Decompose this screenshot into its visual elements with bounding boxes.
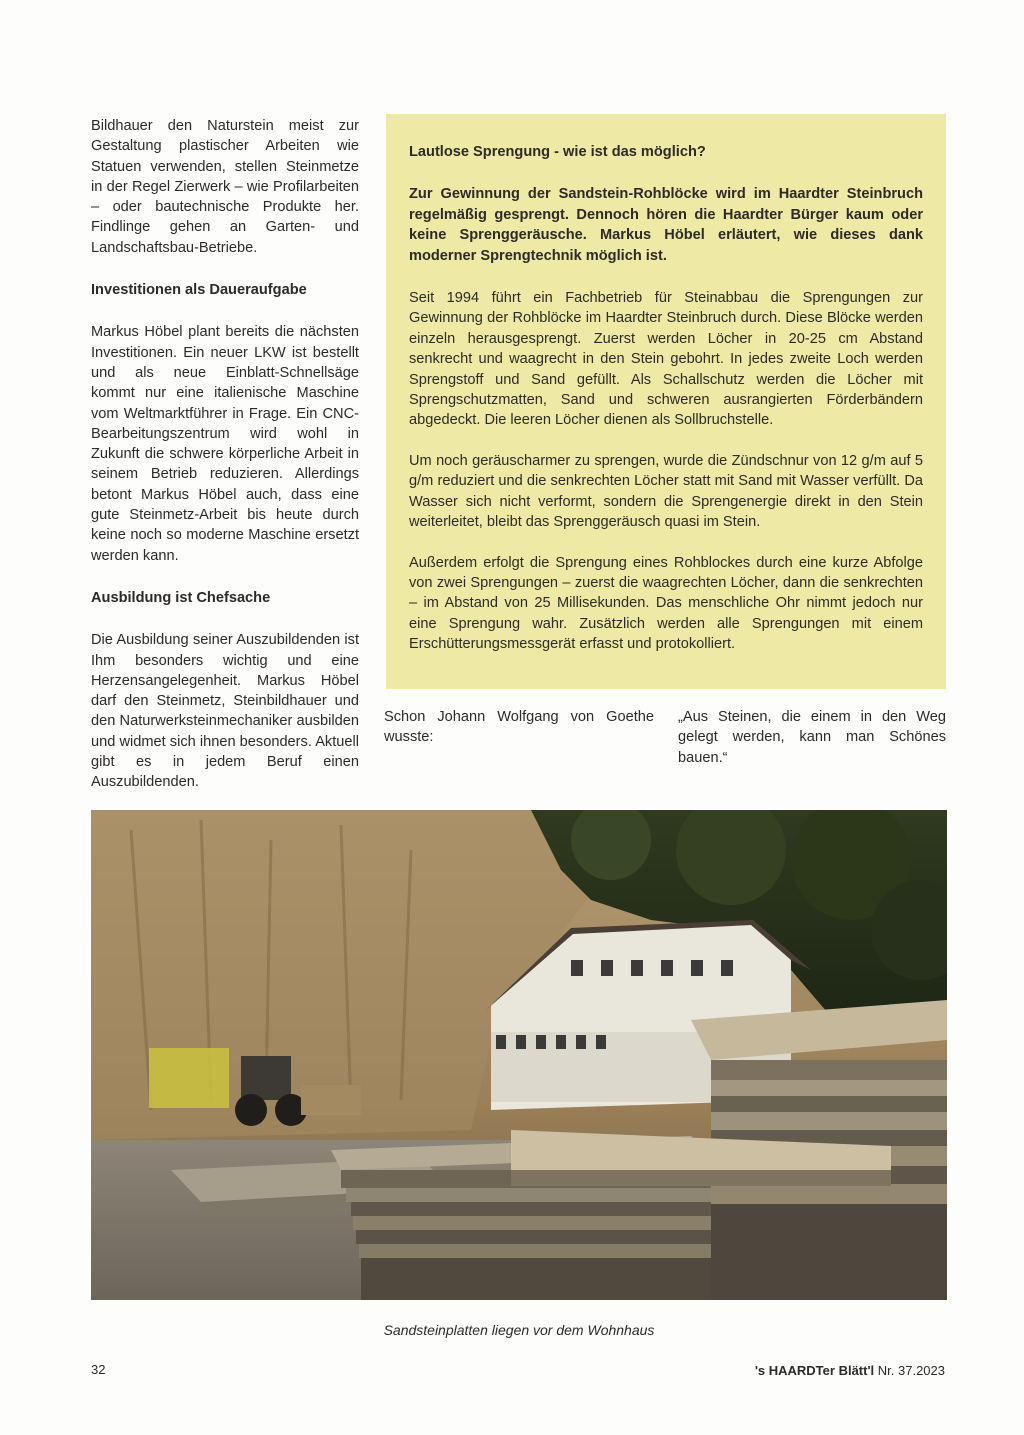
info-box-sprengung xyxy=(386,114,946,689)
intro-paragraph: Bildhauer den Naturstein meist zur Gestaltung plastischer Arbeiten wie Statuen verwenden, stellen Steinmetze in der Regel Zierwerk – wie Profilarbeiten – oder bautechnische Produkte her. Findlinge gehen an Garten- und Landschaftsbau-Betriebe. xyxy=(91,118,359,256)
photo-caption: Sandsteinplatten liegen vor dem Wohnhaus xyxy=(383,1322,655,1338)
section-heading-ausbildung: Ausbildung ist Chefsache xyxy=(91,589,271,606)
info-box-intro: Zur Gewinnung der Sandstein-Rohblöcke wird im Haardter Steinbruch regelmäßig gesprengt. Dennoch hören die Haardter Bürger kaum oder keine Sprenggeräusche. Markus Höbel erläutert, wie dieses dank moderner Sprengtechnik möglich ist. xyxy=(409,186,923,264)
section-heading-investitionen: Investitionen als Daueraufgabe xyxy=(91,282,307,299)
issue-number: Nr. 37.2023 xyxy=(877,1363,945,1378)
info-box-paragraph-1: Seit 1994 führt ein Fachbetrieb für Steinabbau die Sprengungen zur Gewinnung der Rohblöcke im Haardter Steinbruch durch. Diese Blöcke werden einzeln herausgesprengt. Zuerst werden Löcher in 20-25 cm Abstand senkrecht und waagrecht in den Stein gebohrt. In jedes zweite Loch werden Sprengstoff und Sand gefüllt. Als Schallschutz werden die Löcher mit Sprengschutzmatten, Sand und schweren ausrangierten Förderbändern abgedeckt. Die leeren Löcher dienen als Sollbruchstelle. xyxy=(409,290,923,429)
left-column xyxy=(91,116,359,793)
goethe-quote: „Aus Steinen, die einem in den Weg gelegt werden, kann man Schönes bauen.“ xyxy=(678,709,946,766)
info-box-paragraph-3: Außerdem erfolgt die Sprengung eines Rohblockes durch eine kurze Abfolge von zwei Sprengungen – zuerst die waagrechten Löcher, dann die senkrechten – im Abstand von 25 Millisekunden. Das menschliche Ohr nimmt jedoch nur eine Sprengung wahr. Zusätzlich werden alle Sprengungen mit einem Erschütterungsmessgerät erfasst und protokolliert. xyxy=(409,554,923,653)
page-number: 32 xyxy=(91,1362,106,1377)
publication-name: 's HAARDTer Blätt'l xyxy=(754,1363,875,1378)
info-box-title: Lautlose Sprengung - wie ist das möglich? xyxy=(409,144,706,160)
publication-footer xyxy=(755,1363,945,1378)
goethe-quote-lead: Schon Johann Wolfgang von Goethe wusste: xyxy=(384,709,654,746)
quarry-photo xyxy=(91,810,947,1300)
ausbildung-paragraph: Die Ausbildung seiner Auszubildenden ist Ihm besonders wichtig und eine Herzensangelegenheit. Markus Höbel darf den Steinmetz, Steinbildhauer und den Naturwerksteinmechaniker ausbilden und widmet sich ihnen besonders. Aktuell gibt es in jedem Beruf einen Auszubildenden. xyxy=(91,632,359,791)
info-box-paragraph-2: Um noch geräuscharmer zu sprengen, wurde die Zündschnur von 12 g/m auf 5 g/m reduziert und die senkrechten Löcher statt mit Sand mit Wasser verfüllt. Da Wasser sich nicht verformt, sondern die Sprengenergie direkt in den Stein weiterleitet, bleibt das Sprenggeräusch quasi im Stein. xyxy=(409,452,923,531)
investitionen-paragraph: Markus Höbel plant bereits die nächsten Investitionen. Ein neuer LKW ist bestellt und als neue Einblatt-Schnellsäge kommt nur eine italienische Maschine vom Weltmarktführer in Frage. Ein CNC-Bearbeitungszentrum wird wohl in Zukunft die schwere körperliche Arbeit in seinem Betrieb reduzieren. Allerdings betont Markus Höbel auch, dass eine gute Steinmetz-Arbeit bis heute durch keine noch so moderne Maschine ersetzt werden kann. xyxy=(91,324,359,564)
